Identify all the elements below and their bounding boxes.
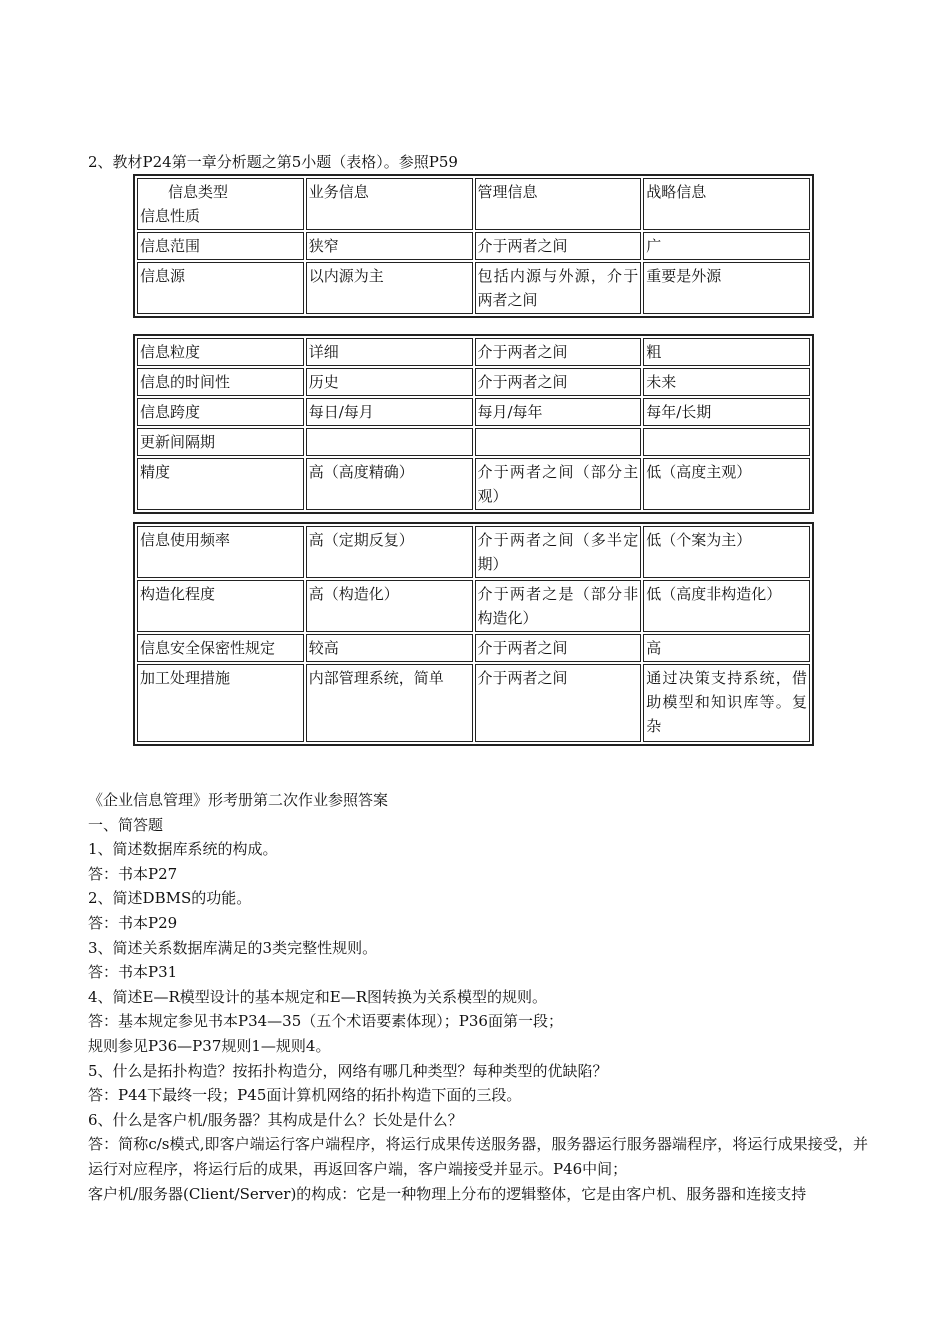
section-title: 《企业信息管理》形考册第二次作业参照答案	[88, 791, 389, 809]
row-label: 信息的时间性	[137, 368, 304, 396]
table-cell: 介于两者之间	[475, 232, 642, 260]
header-management-info: 管理信息	[475, 178, 642, 230]
info-table-3	[133, 522, 814, 746]
answer-line: 规则参见P36—P37规则1—规则4。	[88, 1036, 331, 1055]
table-cell: 介于两者之间（部分主观）	[475, 458, 642, 510]
table-cell: 每年/长期	[643, 398, 810, 426]
info-table-2	[133, 334, 814, 514]
table-row	[137, 428, 810, 456]
table-cell: 重要是外源	[643, 262, 810, 314]
table-cell: 介于两者之间	[475, 338, 642, 366]
question-line: 4、简述E—R模型设计的基本规定和E—R图转换为关系模型的规则。	[88, 987, 548, 1006]
table-cell: 高（构造化）	[306, 580, 473, 632]
table-cell: 介于两者之间	[475, 368, 642, 396]
answer-line: 答：书本P31	[88, 963, 178, 982]
row-label: 更新间隔期	[137, 428, 304, 456]
answer-line: 答：简称c/s模式,即客户端运行客户端程序，将运行成果传送服务器，服务器运行服务器端程序，将运行成果接受，并运行对应程序，将运行后的成果，再返回客户端，客户端接受并显示。P46中间；	[88, 1135, 868, 1178]
intro-line: 2、教材P24第一章分析题之第5小题（表格）。参照P59	[88, 153, 458, 171]
answer-line: 答：P44下最终一段；P45面计算机网络的拓扑构造下面的三段。	[88, 1086, 522, 1105]
table-header-row	[137, 178, 810, 230]
row-label: 加工处理措施	[137, 664, 304, 742]
table-row	[137, 398, 810, 426]
answer-line: 答：书本P29	[88, 913, 178, 932]
table-cell: 低（高度主观）	[643, 458, 810, 510]
answer-line: 答：基本规定参见书本P34—35（五个术语要素体现）；P36面第一段；	[88, 1012, 563, 1031]
table-cell: 高	[643, 634, 810, 662]
table-row	[137, 580, 810, 632]
info-table-1	[133, 174, 814, 318]
table-cell: 高（高度精确）	[306, 458, 473, 510]
row-label: 信息跨度	[137, 398, 304, 426]
table-cell: 较高	[306, 634, 473, 662]
table-cell: 以内源为主	[306, 262, 473, 314]
table-row	[137, 338, 810, 366]
table-cell: 广	[643, 232, 810, 260]
row-label: 信息源	[137, 262, 304, 314]
table-cell: 介于两者之间	[475, 634, 642, 662]
table-row	[137, 634, 810, 662]
table-cell	[306, 428, 473, 456]
row-label: 信息安全保密性规定	[137, 634, 304, 662]
table-row	[137, 368, 810, 396]
question-line: 2、简述DBMS的功能。	[88, 889, 252, 908]
table-cell: 内部管理系统，简单	[306, 664, 473, 742]
table-cell: 介于两者之是（部分非构造化）	[475, 580, 642, 632]
row-label: 信息粒度	[137, 338, 304, 366]
answer-section	[88, 788, 868, 1206]
part-heading: 一、简答题	[88, 815, 164, 834]
table-cell: 通过决策支持系统，借助模型和知识库等。复杂	[643, 664, 810, 742]
table-row	[137, 664, 810, 742]
table-cell: 高（定期反复）	[306, 526, 473, 578]
table-cell: 低（个案为主）	[643, 526, 810, 578]
table-cell: 详细	[306, 338, 473, 366]
table-cell: 介于两者之间（多半定期）	[475, 526, 642, 578]
row-label: 构造化程度	[137, 580, 304, 632]
table-row	[137, 262, 810, 314]
table-cell: 粗	[643, 338, 810, 366]
question-line: 5、什么是拓扑构造？按拓扑构造分，网络有哪几种类型？每种类型的优缺陷？	[88, 1061, 608, 1080]
table-row	[137, 526, 810, 578]
table-cell: 每日/每月	[306, 398, 473, 426]
header-strategic-info: 战略信息	[643, 178, 810, 230]
diagonal-header-cell	[137, 178, 304, 230]
table-cell: 狭窄	[306, 232, 473, 260]
table-cell: 每月/每年	[475, 398, 642, 426]
table-cell: 低（高度非构造化）	[643, 580, 810, 632]
question-line: 6、什么是客户机/服务器？其构成是什么？长处是什么？	[88, 1110, 463, 1129]
table-row	[137, 232, 810, 260]
table-cell	[475, 428, 642, 456]
table-cell: 介于两者之间	[475, 664, 642, 742]
answer-line: 客户机/服务器(Client/Server)的构成：它是一种物理上分布的逻辑整体，它是由客户机、服务器和连接支持	[88, 1184, 807, 1203]
table-cell	[643, 428, 810, 456]
table-cell: 历史	[306, 368, 473, 396]
answer-line: 答：书本P27	[88, 864, 178, 883]
question-line: 1、简述数据库系统的构成。	[88, 840, 278, 859]
header-business-info: 业务信息	[306, 178, 473, 230]
row-label: 信息范围	[137, 232, 304, 260]
header-info-nature: 信息性质	[140, 207, 201, 225]
header-info-type: 信息类型	[168, 183, 229, 201]
table-cell: 未来	[643, 368, 810, 396]
row-label: 信息使用频率	[137, 526, 304, 578]
table-row	[137, 458, 810, 510]
row-label: 精度	[137, 458, 304, 510]
table-cell: 包括内源与外源，介于两者之间	[475, 262, 642, 314]
question-line: 3、简述关系数据库满足的3类完整性规则。	[88, 938, 378, 957]
